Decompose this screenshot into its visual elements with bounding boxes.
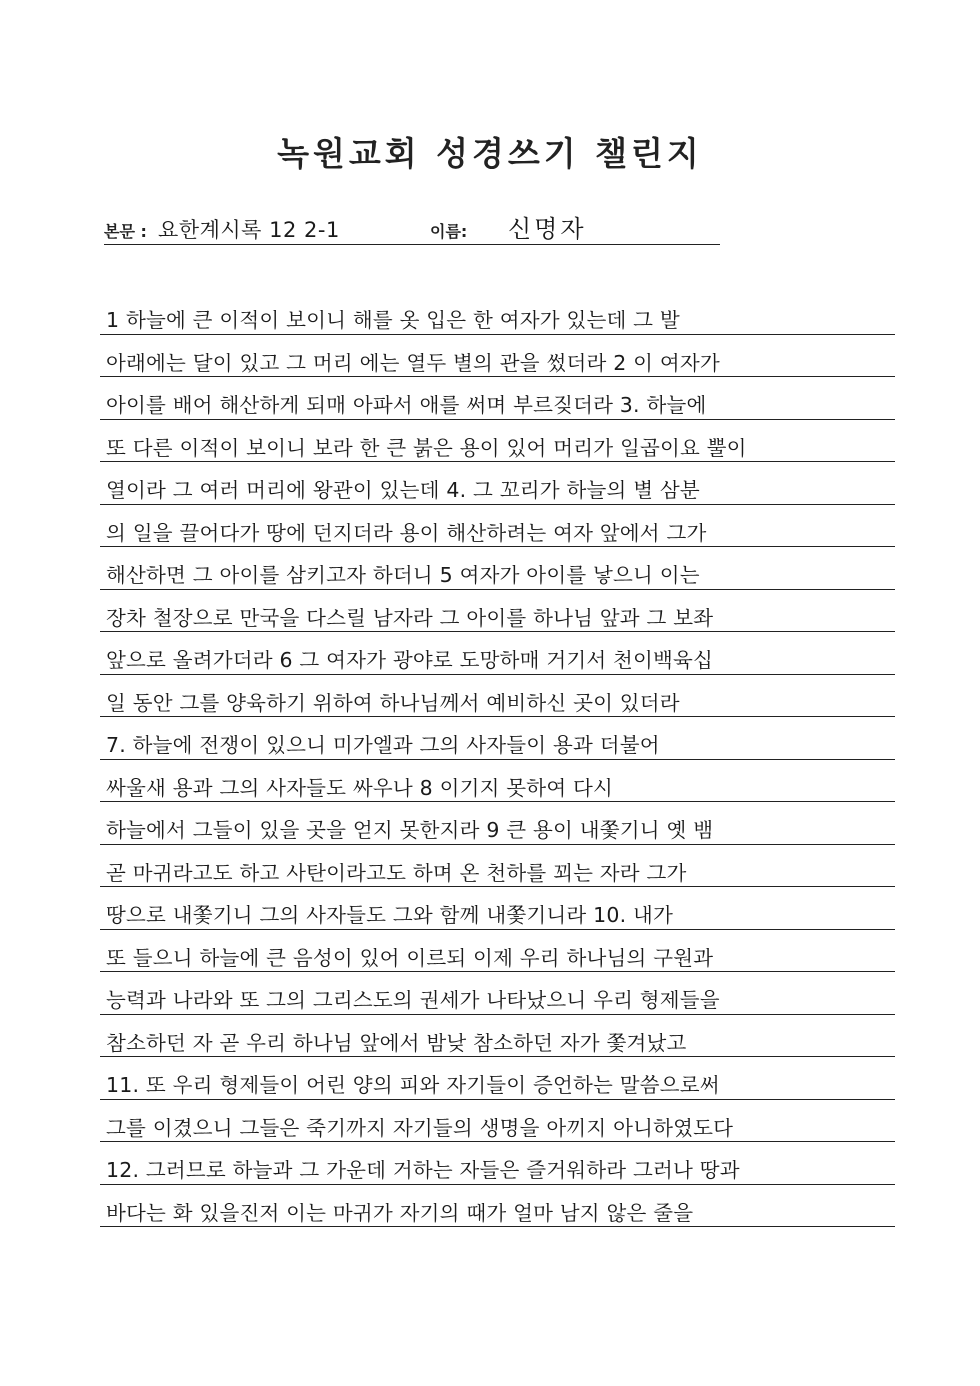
ruled-line [100,420,895,463]
passage-label: 본문 : [104,222,147,241]
line-text: 7. 하늘에 전쟁이 있으니 미가엘과 그의 사자들이 용과 더불어 [106,735,660,756]
ruled-line [100,1057,895,1100]
line-text: 싸울새 용과 그의 사자들도 싸우나 8 이기지 못하여 다시 [106,777,614,798]
line-text: 열이라 그 여러 머리에 왕관이 있는데 4. 그 꼬리가 하늘의 별 삼분 [106,480,700,501]
line-text: 앞으로 올려가더라 6 그 여자가 광야로 도망하매 거기서 천이백육십 [106,650,714,671]
line-text: 아래에는 달이 있고 그 머리 에는 열두 별의 관을 썼더라 2 이 여자가 [106,352,720,373]
line-text: 땅으로 내쫓기니 그의 사자들도 그와 함께 내쫓기니라 10. 내가 [106,905,674,926]
ruled-line [100,590,895,633]
handwritten-lines [100,292,895,1227]
line-text: 또 들으니 하늘에 큰 음성이 있어 이르되 이제 우리 하나님의 구원과 [106,947,714,968]
line-text: 아이를 배어 해산하게 되매 아파서 애를 써며 부르짖더라 3. 하늘에 [106,395,707,416]
line-text: 능력과 나라와 또 그의 그리스도의 권세가 나타났으니 우리 형제들을 [106,990,720,1011]
ruled-line [100,1185,895,1228]
line-text: 1 하늘에 큰 이적이 보이니 해를 옷 입은 한 여자가 있는데 그 발 [106,310,680,331]
line-text: 일 동안 그를 양육하기 위하여 하나님께서 예비하신 곳이 있더라 [106,692,680,713]
header-fields [104,216,720,245]
ruled-line [100,802,895,845]
ruled-line [100,675,895,718]
ruled-line [100,462,895,505]
line-text: 의 일을 끌어다가 땅에 던지더라 용이 해산하려는 여자 앞에서 그가 [106,522,707,543]
ruled-line [100,972,895,1015]
ruled-line [100,1142,895,1185]
ruled-line [100,887,895,930]
line-text: 곧 마귀라고도 하고 사탄이라고도 하며 온 천하를 꾀는 자라 그가 [106,862,687,883]
line-text: 하늘에서 그들이 있을 곳을 얻지 못한지라 9 큰 용이 내쫓기니 옛 뱀 [106,820,714,841]
ruled-line [100,632,895,675]
ruled-line [100,717,895,760]
ruled-line [100,335,895,378]
page-title: 녹원교회 성경쓰기 챌린지 [277,134,703,173]
line-text: 장차 철장으로 만국을 다스릴 남자라 그 아이를 하나님 앞과 그 보좌 [106,607,714,628]
line-text: 12. 그러므로 하늘과 그 가운데 거하는 자들은 즐거워하라 그러나 땅과 [106,1160,740,1181]
line-text: 또 다른 이적이 보이니 보라 한 큰 붉은 용이 있어 머리가 일곱이요 뿔이 [106,437,747,458]
line-text: 참소하던 자 곧 우리 하나님 앞에서 밤낮 참소하던 자가 쫓겨났고 [106,1032,687,1053]
ruled-line [100,505,895,548]
ruled-line [100,547,895,590]
ruled-line [100,845,895,888]
ruled-line [100,377,895,420]
ruled-line [100,1100,895,1143]
ruled-line [100,930,895,973]
line-text: 11. 또 우리 형제들이 어린 양의 피와 자기들이 증언하는 말씀으로써 [106,1075,720,1096]
ruled-line [100,292,895,335]
passage-value: 요한계시록 12 2-1 [158,218,340,242]
ruled-line [100,760,895,803]
line-text: 해산하면 그 아이를 삼키고자 하더니 5 여자가 아이를 낳으니 이는 [106,565,700,586]
line-text: 그를 이겼으니 그들은 죽기까지 자기들의 생명을 아끼지 아니하였도다 [106,1117,734,1138]
name-value: 신명자 [508,215,587,243]
name-label: 이름: [430,222,468,241]
line-text: 바다는 화 있을진저 이는 마귀가 자기의 때가 얼마 남지 않은 줄을 [106,1202,694,1223]
ruled-line [100,1015,895,1058]
